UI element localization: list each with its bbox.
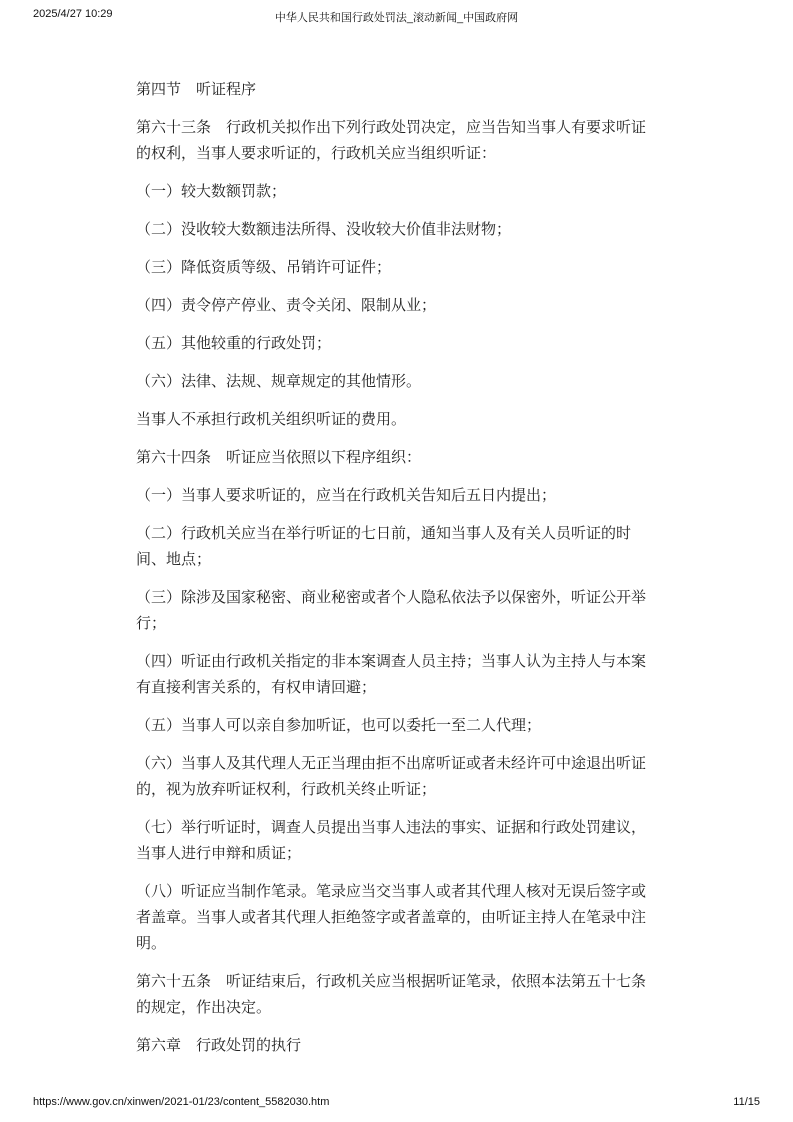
- list-item: （七）举行听证时，调查人员提出当事人违法的事实、证据和行政处罚建议，当事人进行申辩和质证；: [136, 818, 647, 862]
- list-item: （六）法律、法规、规章规定的其他情形。: [136, 372, 422, 390]
- document-body: [136, 76, 660, 1070]
- chapter-heading: 第六章 行政处罚的执行: [136, 1036, 302, 1054]
- list-item: （三）除涉及国家秘密、商业秘密或者个人隐私依法予以保密外，听证公开举行；: [136, 588, 647, 632]
- list-item: （四）听证由行政机关指定的非本案调查人员主持；当事人认为主持人与本案有直接利害关系的，有权申请回避；: [136, 652, 647, 696]
- article-63: 第六十三条 行政机关拟作出下列行政处罚决定，应当告知当事人有要求听证的权利，当事人要求听证的，行政机关应当组织听证：: [136, 118, 647, 162]
- paragraph: 当事人不承担行政机关组织听证的费用。: [136, 410, 407, 428]
- print-datetime: 2025/4/27 10:29: [33, 8, 113, 20]
- list-item: （二）没收较大数额违法所得、没收较大价值非法财物；: [136, 220, 512, 238]
- list-item: （一）当事人要求听证的，应当在行政机关告知后五日内提出；: [136, 486, 557, 504]
- list-item: （六）当事人及其代理人无正当理由拒不出席听证或者未经许可中途退出听证的，视为放弃听证权利，行政机关终止听证；: [136, 754, 647, 798]
- list-item: （八）听证应当制作笔录。笔录应当交当事人或者其代理人核对无误后签字或者盖章。当事人或者其代理人拒绝签字或者盖章的，由听证主持人在笔录中注明。: [136, 882, 647, 952]
- page-url: https://www.gov.cn/xinwen/2021-01/23/content_5582030.htm: [33, 1096, 330, 1108]
- list-item: （四）责令停产停业、责令关闭、限制从业；: [136, 296, 437, 314]
- section-heading: 第四节 听证程序: [136, 80, 257, 98]
- list-item: （一）较大数额罚款；: [136, 182, 287, 200]
- list-item: （三）降低资质等级、吊销许可证件；: [136, 258, 392, 276]
- list-item: （五）其他较重的行政处罚；: [136, 334, 332, 352]
- list-item: （五）当事人可以亲自参加听证，也可以委托一至二人代理；: [136, 716, 542, 734]
- article-64: 第六十四条 听证应当依照以下程序组织：: [136, 448, 422, 466]
- article-65: 第六十五条 听证结束后，行政机关应当根据听证笔录，依照本法第五十七条的规定，作出决定。: [136, 972, 647, 1016]
- page-number: 11/15: [733, 1096, 760, 1108]
- page-title: 中华人民共和国行政处罚法_滚动新闻_中国政府网: [274, 12, 519, 24]
- list-item: （二）行政机关应当在举行听证的七日前，通知当事人及有关人员听证的时间、地点；: [136, 524, 632, 568]
